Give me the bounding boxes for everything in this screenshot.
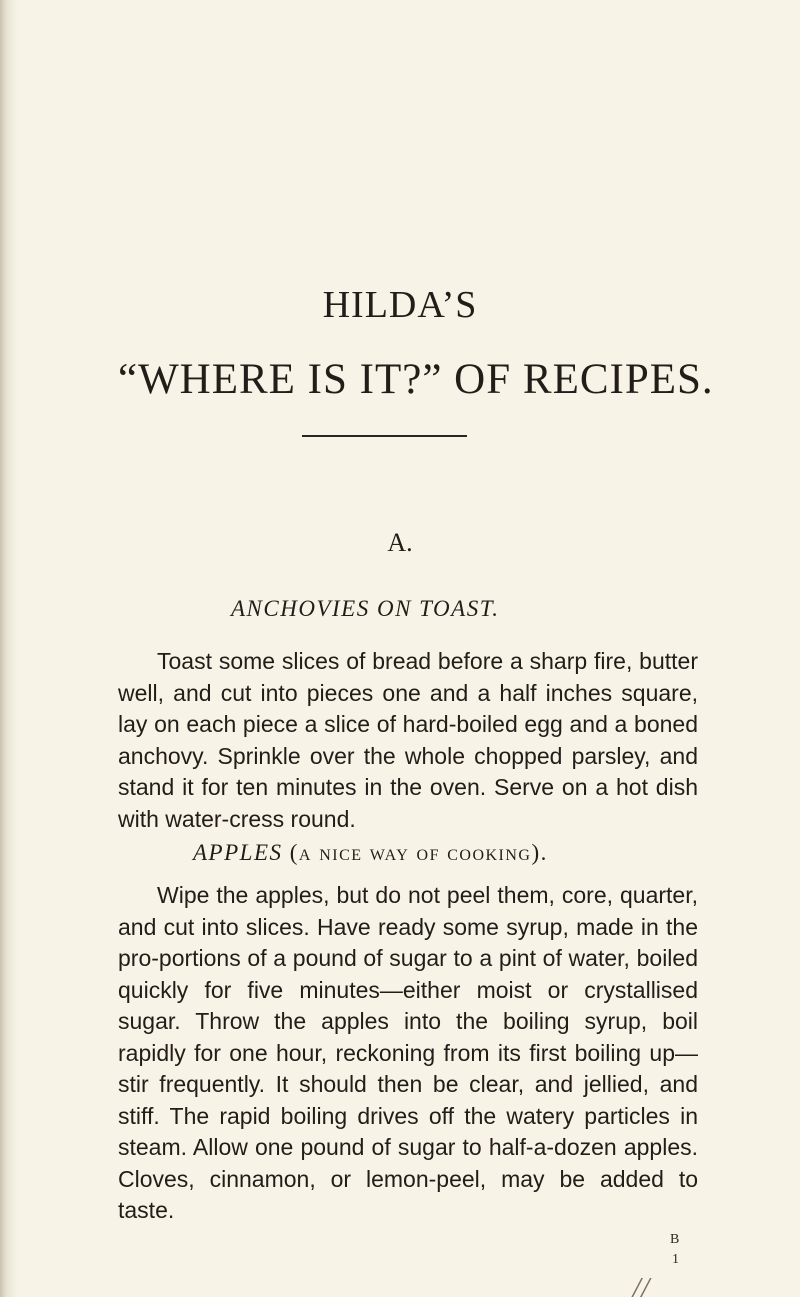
- recipe-title-text: APPLES: [193, 840, 283, 865]
- recipe-title-text: ANCHOVIES ON TOAST.: [231, 596, 500, 621]
- signature-mark: 1: [672, 1252, 679, 1267]
- recipe-body-anchovies: Toast some slices of bread before a sharp fire, butter well, and cut into pieces one and a half inches square, lay on each piece a slice of hard-boiled egg and a boned anchovy. Sprinkle over the whole chopped parsley, and stand it for ten minutes in the oven. Serve on a hot dish with water-cress round.: [118, 648, 698, 832]
- pencil-mark: //: [632, 1270, 650, 1297]
- recipe-title-apples: [193, 840, 548, 866]
- title-divider-rule: [302, 435, 467, 437]
- book-title-owner: HILDA’S: [322, 284, 478, 326]
- book-title-main: “WHERE IS IT?” OF RECIPES.: [118, 356, 714, 403]
- section-letter: A.: [387, 528, 413, 557]
- signature-mark: B: [670, 1232, 680, 1247]
- recipe-title-anchovies: [231, 596, 500, 622]
- recipe-body-apples: Wipe the apples, but do not peel them, core, quarter, and cut into slices. Have ready some syrup, made in the pro-portions of a pound of sugar to a pint of water, boiled quickly for five minutes—either moist or crystallised sugar. Throw the apples into the boiling syrup, boil rapidly for one hour, reckoning from its first boiling up—stir frequently. It should then be clear, and jellied, and stiff. The rapid boiling drives off the watery particles in steam. Allow one pound of sugar to half-a-dozen apples. Cloves, cinnamon, or lemon-peel, may be added to taste.: [118, 882, 698, 1223]
- page-spine-shadow: [0, 0, 18, 1297]
- recipe-title-note: (a nice way of cooking).: [289, 840, 548, 865]
